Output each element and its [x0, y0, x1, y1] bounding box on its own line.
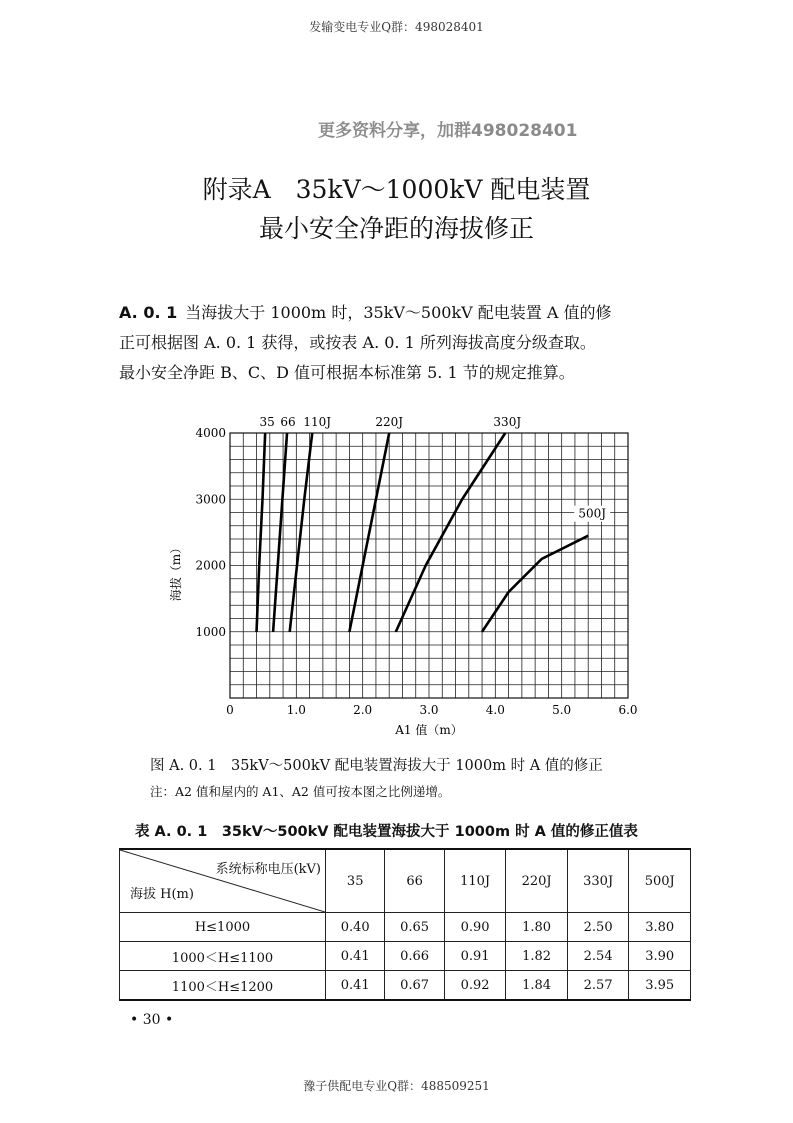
x-tick-label: 5.0 — [552, 703, 572, 717]
table-cell: 3.95 — [629, 971, 691, 1001]
table-cell: 1.80 — [506, 913, 568, 942]
column-header: 66 — [385, 849, 444, 913]
series-line-35 — [257, 433, 266, 632]
column-header: 110J — [444, 849, 506, 913]
column-header: 220J — [506, 849, 568, 913]
table-header-row — [120, 849, 691, 913]
y-tick-label: 4000 — [195, 426, 226, 440]
series-label: 220J — [375, 415, 404, 429]
table-cell: 0.66 — [385, 942, 444, 971]
clause-line-3: 最小安全净距 B、C、D 值可根据本标准第 5. 1 节的规定推算。 — [119, 363, 575, 382]
table-cell: 3.90 — [629, 942, 691, 971]
clause-line-1: 当海拔大于 1000m 时，35kV～500kV 配电装置 A 值的修 — [185, 303, 612, 322]
table-title: 表 A. 0. 1 35kV～500kV 配电装置海拔大于 1000m 时 A 值的修正值表 — [135, 824, 638, 840]
figure-note: 注：A2 值和屋内的 A1、A2 值可按本图之比例递增。 — [150, 784, 451, 799]
clause-line-2: 正可根据图 A. 0. 1 获得，或按表 A. 0. 1 所列海拔高度分级查取。 — [119, 333, 596, 352]
table-cell: 0.91 — [444, 942, 506, 971]
series-line-66 — [273, 433, 287, 632]
y-tick-label: 1000 — [195, 624, 226, 639]
footer-note: 豫子供配电专业Q群：488509251 — [303, 1079, 490, 1093]
table-cell: 1.82 — [506, 942, 568, 971]
table-cell: 2.57 — [567, 971, 629, 1001]
altitude-correction-chart — [150, 405, 650, 745]
table-cell: 2.50 — [567, 913, 629, 942]
x-tick-label: 2.0 — [353, 703, 373, 717]
row-label: H≤1000 — [120, 913, 326, 942]
row-label: 1100＜H≤1200 — [120, 971, 326, 1001]
series-line-330j — [396, 433, 505, 632]
correction-table — [119, 848, 691, 1001]
column-header: 500J — [629, 849, 691, 913]
figure-caption: 图 A. 0. 1 35kV～500kV 配电装置海拔大于 1000m 时 A 值的修正 — [150, 758, 603, 774]
x-tick-label: 3.0 — [419, 703, 439, 717]
table-cell: 0.40 — [326, 913, 385, 942]
appendix-title: 附录A 35kV～1000kV 配电装置 — [202, 175, 591, 204]
corner-top-label: 系统标称电压(kV) — [215, 862, 321, 877]
table-cell: 0.65 — [385, 913, 444, 942]
page-number: • 30 • — [130, 1012, 174, 1028]
table-cell: 1.84 — [506, 971, 568, 1001]
table-cell: 0.41 — [326, 971, 385, 1001]
clause-label: A. 0. 1 — [119, 303, 178, 322]
table-cell: 0.67 — [385, 971, 444, 1001]
row-label: 1000＜H≤1100 — [120, 942, 326, 971]
x-tick-label: 4.0 — [485, 703, 505, 717]
chart-ticks — [195, 426, 637, 717]
corner-bottom-label: 海拔 H(m) — [130, 887, 194, 902]
table-cell: 3.80 — [629, 913, 691, 942]
table-cell: 0.41 — [326, 942, 385, 971]
table-cell: 0.92 — [444, 971, 506, 1001]
appendix-subtitle: 最小安全净距的海拔修正 — [258, 214, 534, 243]
x-axis-label: A1 值（m） — [395, 723, 463, 737]
column-header: 35 — [326, 849, 385, 913]
series-label: 110J — [303, 415, 332, 429]
table-corner-cell — [120, 849, 326, 913]
series-label: 66 — [280, 415, 296, 429]
x-tick-label: 0 — [226, 703, 234, 717]
x-tick-label: 6.0 — [618, 703, 638, 717]
table-row — [120, 913, 691, 942]
table-row — [120, 971, 691, 1001]
chart-grid — [230, 433, 628, 698]
series-label: 35 — [259, 415, 275, 429]
table-cell: 0.90 — [444, 913, 506, 942]
table-row — [120, 942, 691, 971]
series-label: 500J — [578, 506, 607, 521]
y-tick-label: 2000 — [195, 558, 226, 573]
series-label: 330J — [493, 415, 522, 429]
y-tick-label: 3000 — [195, 492, 226, 507]
y-axis-label: 海拔（m） — [169, 541, 183, 602]
header-note: 发输变电专业Q群：498028401 — [309, 20, 484, 34]
series-line-110j — [290, 433, 313, 632]
x-tick-label: 1.0 — [286, 703, 306, 717]
series-line-220j — [349, 433, 389, 632]
promo-text: 更多资料分享，加群498028401 — [318, 121, 578, 141]
table-cell: 2.54 — [567, 942, 629, 971]
column-header: 330J — [567, 849, 629, 913]
clause-paragraph — [119, 298, 699, 388]
